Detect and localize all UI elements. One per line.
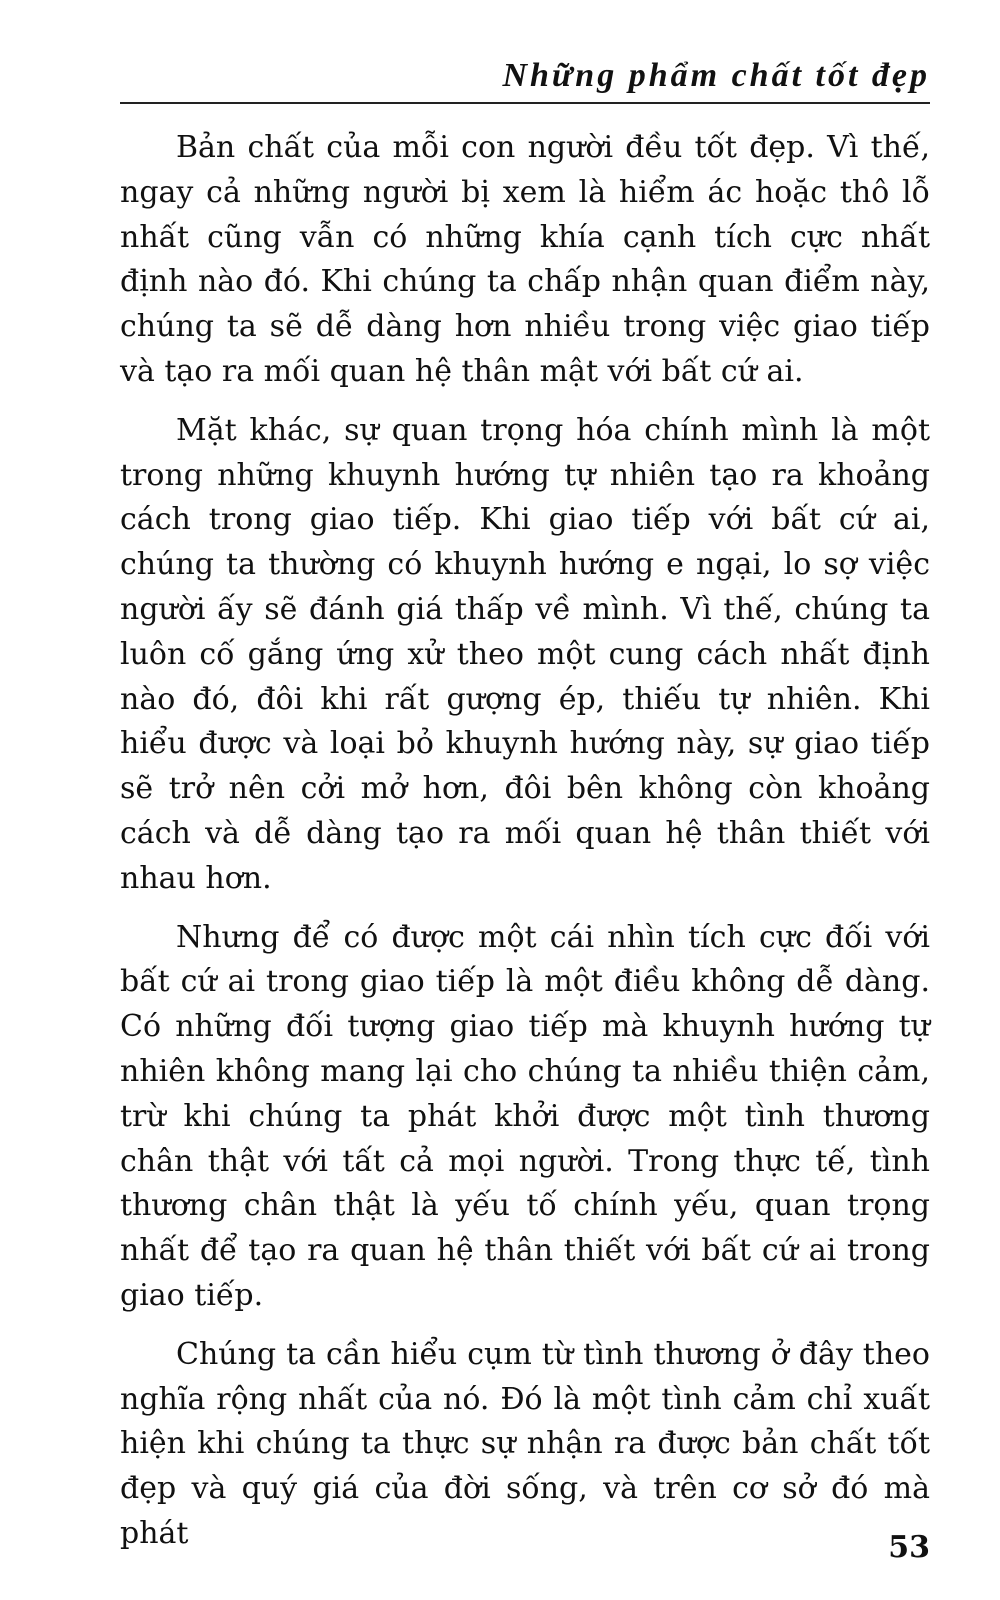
running-header: Những phẩm chất tốt đẹp (502, 57, 930, 94)
paragraph-4: Chúng ta cần hiểu cụm từ tình thương ở đây theo nghĩa rộng nhất của nó. Đó là một tình cảm chỉ xuất hiện khi chúng ta thực sự nhận ra được bản chất tốt đẹp và quý giá của đời sống, và trên cơ sở đó mà phát (120, 1336, 930, 1551)
page-number: 53 (888, 1530, 930, 1565)
paragraph-3: Nhưng để có được một cái nhìn tích cực đối với bất cứ ai trong giao tiếp là một điều không dễ dàng. Có những đối tượng giao tiếp mà khuynh hướng tự nhiên không mang lại cho chúng ta nhiều thiện cảm, trừ khi chúng ta phát khởi được một tình thương chân thật với tất cả mọi người. Trong thực tế, tình thương chân thật là yếu tố chính yếu, quan trọng nhất để tạo ra quan hệ thân thiết với bất cứ ai trong giao tiếp. (120, 919, 930, 1313)
body-text (120, 126, 930, 1571)
header-rule (120, 102, 930, 104)
paragraph-2: Mặt khác, sự quan trọng hóa chính mình là một trong những khuynh hướng tự nhiên tạo ra khoảng cách trong giao tiếp. Khi giao tiếp với bất cứ ai, chúng ta thường có khuynh hướng e ngại, lo sợ việc người ấy sẽ đánh giá thấp về mình. Vì thế, chúng ta luôn cố gắng ứng xử theo một cung cách nhất định nào đó, đôi khi rất gượng ép, thiếu tự nhiên. Khi hiểu được và loại bỏ khuynh hướng này, sự giao tiếp sẽ trở nên cởi mở hơn, đôi bên không còn khoảng cách và dễ dàng tạo ra mối quan hệ thân thiết với nhau hơn. (120, 412, 930, 896)
paragraph-1: Bản chất của mỗi con người đều tốt đẹp. Vì thế, ngay cả những người bị xem là hiểm ác hoặc thô lỗ nhất cũng vẫn có những khía cạnh tích cực nhất định nào đó. Khi chúng ta chấp nhận quan điểm này, chúng ta sẽ dễ dàng hơn nhiều trong việc giao tiếp và tạo ra mối quan hệ thân mật với bất cứ ai. (120, 130, 930, 389)
